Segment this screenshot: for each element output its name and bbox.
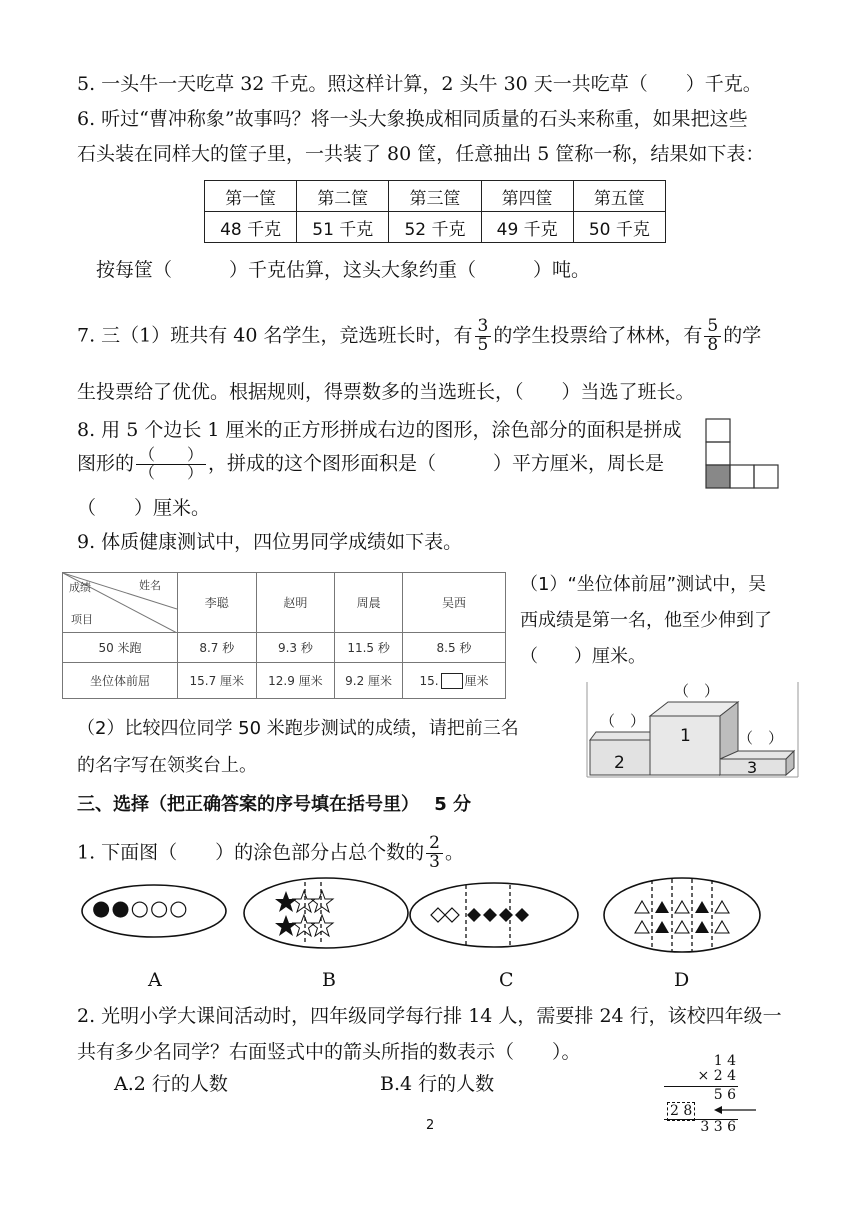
q5-text: 5. 一头牛一天吃草 32 千克。照这样计算，2 头牛 30 天一共吃草（ ）千克。 <box>77 73 762 95</box>
q8-post: ，拼成的这个图形面积是（ ）平方厘米，周长是 <box>208 452 665 475</box>
fraction-denominator: 8 <box>707 334 719 355</box>
q8-line2 <box>77 447 664 482</box>
blank-suffix: 厘米 <box>464 673 489 688</box>
star-outline <box>293 915 315 936</box>
s3-q2-line2: 共有多少名同学？右面竖式中的箭头所指的数表示（ ）。 <box>77 1041 581 1063</box>
fraction-2-3 <box>426 835 443 872</box>
table-cell: 15.7 厘米 <box>178 663 257 699</box>
name-header: 赵明 <box>256 573 335 633</box>
calc-row-4-boxed: 2 8 <box>667 1102 695 1121</box>
triangle-outline <box>715 921 729 933</box>
shaded-square <box>706 465 730 488</box>
fraction-5-8 <box>704 318 721 355</box>
diamond-outline <box>445 908 459 922</box>
podium-figure <box>586 682 802 778</box>
table-cell: 12.9 厘米 <box>256 663 335 699</box>
calc-row-3: 5 6 <box>713 1087 736 1103</box>
figure-b <box>242 875 410 951</box>
name-header: 吴西 <box>403 573 506 633</box>
fitness-table <box>62 572 506 699</box>
table-cell: 9.3 秒 <box>256 633 335 663</box>
table-cell: 9.2 厘米 <box>335 663 403 699</box>
star-outline <box>293 891 315 912</box>
basket-header: 第二筐 <box>297 181 389 212</box>
diamond-filled <box>467 908 481 922</box>
triangle-filled <box>655 921 669 933</box>
q7-line2: 生投票给了优优。根据规则，得票数多的当选班长，（ ）当选了班长。 <box>77 381 695 403</box>
fraction-3-5 <box>475 318 492 355</box>
q6-answer: 按每筐（ ）千克估算，这头大象约重（ ）吨。 <box>96 259 591 281</box>
podium-number-1: 1 <box>680 726 691 746</box>
basket-table <box>204 180 666 243</box>
corner-top-label: 成绩 <box>69 581 91 594</box>
podium-number-2: 2 <box>614 753 625 773</box>
triangle-filled <box>695 921 709 933</box>
figure-c <box>408 880 580 950</box>
option-c-label: C <box>499 969 514 991</box>
q7-part1: 7. 三（1）班共有 40 名学生，竞选班长时，有 <box>77 324 473 347</box>
podium-blank-2: （ ） <box>600 712 646 730</box>
q7-part3: 的学 <box>723 324 762 347</box>
arrow-left-icon <box>712 1103 758 1117</box>
triangle-outline <box>635 901 649 913</box>
table-cell: 8.7 秒 <box>178 633 257 663</box>
calc-row-2: × 2 4 <box>697 1068 736 1084</box>
triangle-outline <box>675 901 689 913</box>
fraction-denominator: 5 <box>477 334 489 355</box>
fraction-numerator: （ ） <box>136 447 206 465</box>
q7-part2: 的学生投票给了林林，有 <box>493 324 703 347</box>
star-outline <box>311 891 333 912</box>
q9-sub2-line1: （2）比较四位同学 50 米跑步测试的成绩，请把前三名 <box>77 718 519 739</box>
basket-header: 第四筐 <box>481 181 573 212</box>
row-label: 50 米跑 <box>63 633 178 663</box>
s3-q2-line1: 2. 光明小学大课间活动时，四年级同学每行排 14 人，需要排 24 行，该校四年级一 <box>77 1005 782 1027</box>
q6-line2: 石头装在同样大的筐子里，一共装了 80 筐，任意抽出 5 筐称一称，结果如下表： <box>77 143 765 165</box>
table-cell-blank <box>403 663 506 699</box>
fraction-denominator: 3 <box>429 851 440 872</box>
basket-header: 第五筐 <box>573 181 665 212</box>
podium-blank-3: （ ） <box>738 729 784 747</box>
star-outline <box>311 915 333 936</box>
vertical-multiplication <box>650 1053 760 1135</box>
q7-line1 <box>77 318 761 355</box>
basket-value: 52 千克 <box>389 212 481 243</box>
triangle-outline <box>715 901 729 913</box>
triangle-filled <box>695 901 709 913</box>
option-d-label: D <box>674 969 690 991</box>
fitness-table-wrap <box>62 572 506 698</box>
basket-value: 49 千克 <box>481 212 573 243</box>
q8-pre: 图形的 <box>77 452 135 475</box>
answer-box <box>441 673 463 689</box>
table-cell: 11.5 秒 <box>335 633 403 663</box>
square-shape-figure <box>703 416 783 492</box>
diamond-filled <box>515 908 529 922</box>
s3-q1-post: 。 <box>445 841 465 864</box>
podium-number-3: 3 <box>747 758 758 777</box>
basket-header: 第一筐 <box>205 181 297 212</box>
square <box>706 419 730 442</box>
blank-fraction <box>136 447 206 482</box>
star-filled <box>275 891 297 912</box>
square <box>730 465 754 488</box>
q9-sub1-line1: （1）“坐位体前屈”测试中，吴 <box>520 574 767 595</box>
square <box>754 465 778 488</box>
s3-q2-option-a: A.2 行的人数 <box>114 1073 228 1095</box>
fraction-numerator: 2 <box>426 835 443 854</box>
basket-value: 51 千克 <box>297 212 389 243</box>
q6-line1: 6. 听过“曹冲称象”故事吗？将一头大象换成相同质量的石头来称重，如果把这些 <box>77 108 748 130</box>
calc-row-5: 3 3 6 <box>700 1119 736 1135</box>
fraction-numerator: 5 <box>704 318 721 337</box>
q9-sub1-line2: 西成绩是第一名，他至少伸到了 <box>520 610 772 631</box>
name-header: 李聪 <box>178 573 257 633</box>
corner-mid-label: 姓名 <box>139 579 161 592</box>
square <box>706 442 730 465</box>
triangle-outline <box>635 921 649 933</box>
podium-blank-1: （ ） <box>674 682 720 700</box>
figure-d <box>602 875 762 955</box>
s3-q1-line <box>77 835 464 872</box>
option-a-label: A <box>148 969 162 991</box>
star-filled <box>275 915 297 936</box>
triangle-filled <box>655 901 669 913</box>
s3-q2-option-b: B.4 行的人数 <box>380 1073 495 1095</box>
blank-prefix: 15. <box>419 673 439 688</box>
page-number: 2 <box>426 1118 435 1133</box>
fraction-numerator: 3 <box>475 318 492 337</box>
q8-line1: 8. 用 5 个边长 1 厘米的正方形拼成右边的图形，涂色部分的面积是拼成 <box>77 419 682 441</box>
triangle-outline <box>675 921 689 933</box>
table-cell: 8.5 秒 <box>403 633 506 663</box>
diamond-outline <box>431 908 445 922</box>
table-corner-cell <box>63 573 178 633</box>
calc-row-1: 1 4 <box>713 1053 736 1069</box>
s3-q1-pre: 1. 下面图（ ）的涂色部分占总个数的 <box>77 841 425 864</box>
diamond-filled <box>483 908 497 922</box>
fraction-denominator: （ ） <box>139 462 204 482</box>
row-label: 坐位体前屈 <box>63 663 178 699</box>
basket-value: 50 千克 <box>573 212 665 243</box>
q9-title: 9. 体质健康测试中，四位男同学成绩如下表。 <box>77 531 463 553</box>
corner-bottom-label: 项目 <box>71 613 93 626</box>
figure-a-dots: ●●○○○ <box>92 896 189 920</box>
q8-line3: （ ）厘米。 <box>77 497 211 519</box>
basket-header: 第三筐 <box>389 181 481 212</box>
q9-sub1-line3: （ ）厘米。 <box>520 646 646 667</box>
name-header: 周晨 <box>335 573 403 633</box>
q9-sub2-line2: 的名字写在领奖台上。 <box>77 755 257 776</box>
option-b-label: B <box>322 969 336 991</box>
diamond-filled <box>499 908 513 922</box>
section-3-title: 三、选择（把正确答案的序号填在括号里） 5 分 <box>77 794 472 815</box>
basket-value: 48 千克 <box>205 212 297 243</box>
